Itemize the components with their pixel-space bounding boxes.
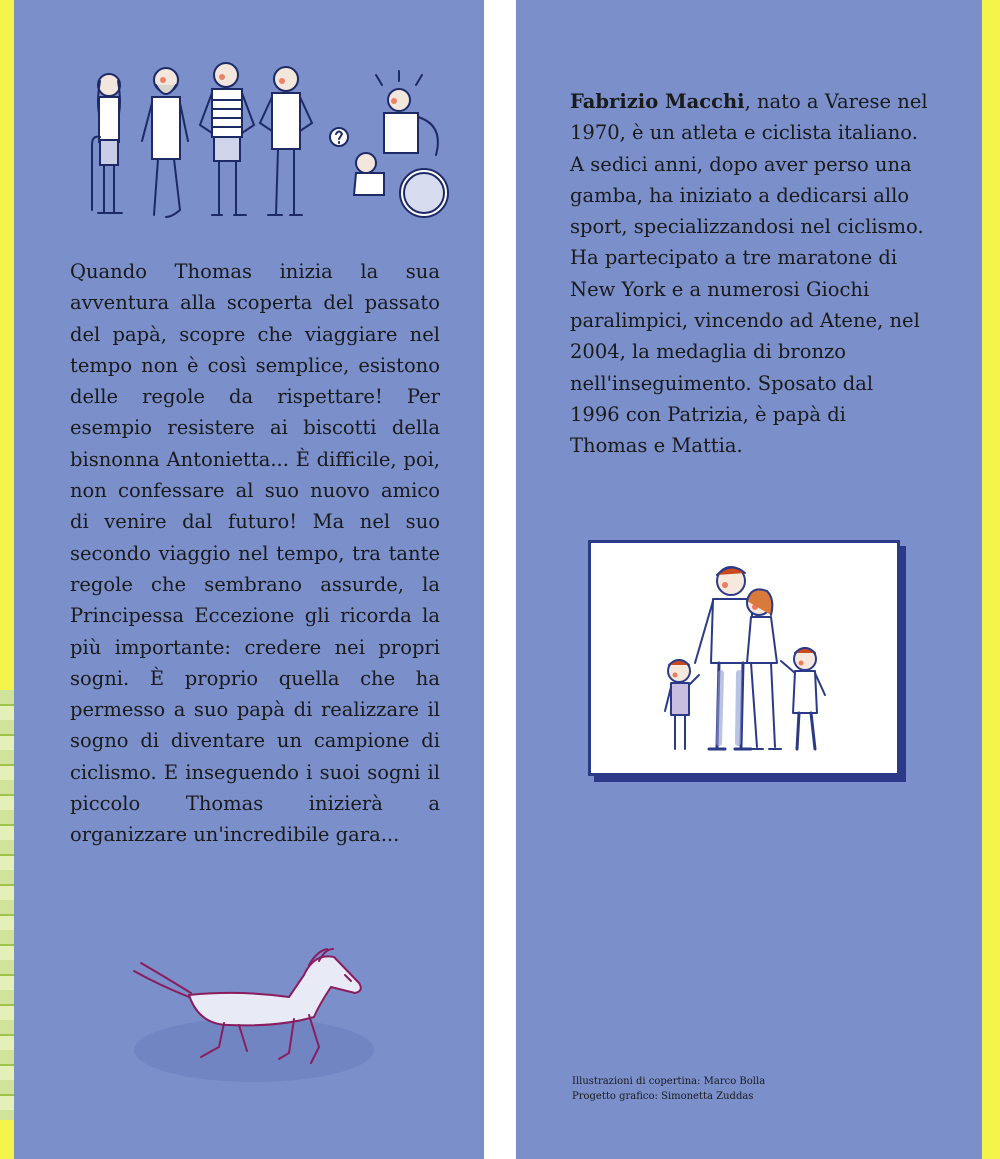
family-portrait-frame — [588, 540, 900, 776]
back-cover-edge-art — [0, 690, 14, 1120]
family-illustration — [591, 543, 897, 773]
cover-illustration-credit: Illustrazioni di copertina: Marco Bolla — [572, 1076, 766, 1087]
book-summary-text: Quando Thomas inizia la sua avventura alla scoperta del passato del papà, scopre che viaggiare nel tempo non è così semplice, esistono delle regole da rispettare! Per esempio resistere ai biscotti della bisnonna Antonietta... È difficile, poi, non confessare al suo nuovo amico di venire dal futuro! Ma nel suo secondo viaggio nel tempo, tra tante regole che sembrano assurde, la Principessa Eccezione gli ricorda la più importante: credere nei propri sogni. È proprio quella che ha permesso a suo papà di realizzare il sogno di diventare un campione di ciclismo. E inseguendo i suoi sogni il piccolo Thomas inizierà a organizzare un'incredibile gara... — [70, 260, 440, 847]
right-yellow-edge — [982, 0, 1000, 1159]
credits — [572, 1074, 765, 1104]
left-yellow-edge — [0, 0, 14, 1159]
author-bio-text: , nato a Varese nel 1970, è un atleta e ciclista italiano. A sedici anni, dopo aver perso una gamba, ha iniziato a dedicarsi allo sport, specializzandosi nel ciclismo. Ha partecipato a tre maratone di New York e a numerosi Giochi paralimpici, vincendo ad Atene, nel 2004, la medaglia di bronzo nell'inseguimento. Sposato dal 1996 con Patrizia, è papà di Thomas e Mattia. — [570, 90, 928, 458]
fold-gutter — [484, 0, 516, 1159]
characters-illustration — [54, 45, 454, 225]
graphic-design-credit: Progetto grafico: Simonetta Zuddas — [572, 1091, 754, 1102]
left-flap — [14, 0, 484, 1159]
horse-illustration — [119, 935, 389, 1085]
author-name: Fabrizio Macchi — [570, 90, 745, 113]
author-bio — [570, 86, 928, 462]
